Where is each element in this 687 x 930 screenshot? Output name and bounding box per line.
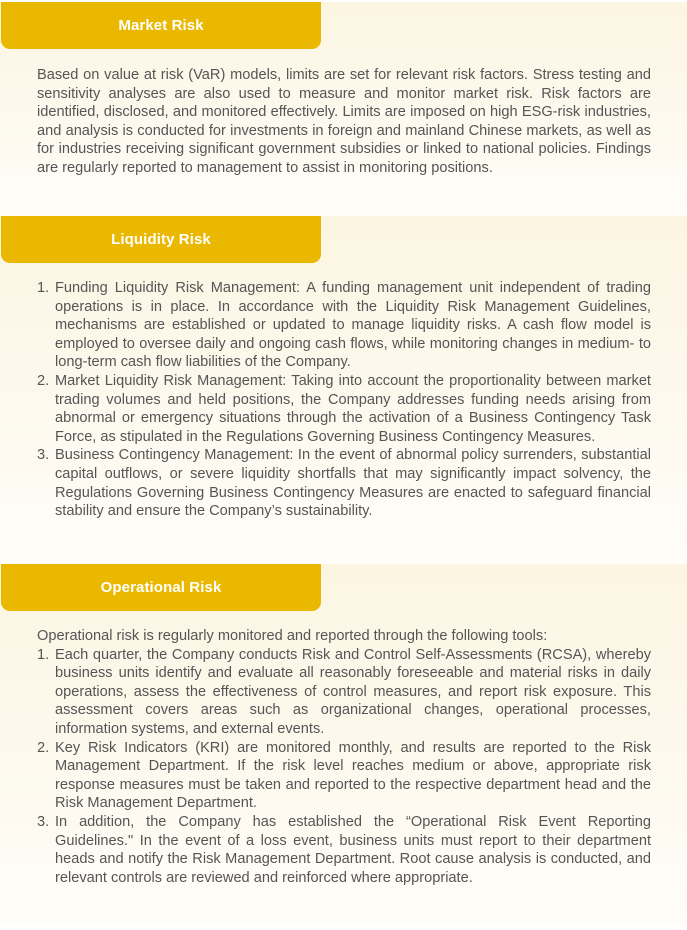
operational-risk-title: Operational Risk xyxy=(100,579,222,596)
operational-risk-heading xyxy=(1,564,321,611)
list-item-text: Market Liquidity Risk Management: Taking into account the proportionality between market trading volumes and held positions, the Company addresses funding needs arising from abnormal or emergency situations through the activation of a Business Contingency Task Force, as stipulated in the Regulations Governing Business Contingency Measures. xyxy=(55,372,651,445)
market-risk-paragraph: Based on value at risk (VaR) models, limits are set for relevant risk factors. Stress testing and sensitivity analyses are also used to measure and monitor market risk. Risk factors are identified, disclosed, and monitored effectively. Limits are imposed on high ESG-risk industries, and analysis is conducted for investments in foreign and mainland Chinese markets, as well as for industries receiving significant government subsidies or linked to national policies. Findings are regularly reported to management to assist in monitoring positions. xyxy=(37,67,651,176)
operational-risk-intro: Operational risk is regularly monitored and reported through the following tools: xyxy=(37,628,548,644)
list-item xyxy=(37,739,651,813)
liquidity-risk-title: Liquidity Risk xyxy=(111,231,211,248)
liquidity-risk-body xyxy=(37,279,651,521)
list-item-number: 1. xyxy=(37,280,50,296)
liquidity-risk-heading xyxy=(1,216,321,263)
list-item-text: Key Risk Indicators (KRI) are monitored monthly, and results are reported to the Risk Management Department. If the risk level reaches medium or above, appropriate risk response measures must be taken and reported to the respective department head and the Risk Management Department. xyxy=(55,739,651,812)
market-risk-title: Market Risk xyxy=(118,17,204,34)
list-item-text: Business Contingency Management: In the event of abnormal policy surrenders, substantial capital outflows, or severe liquidity shortfalls that may significantly impact solvency, the Regulations Governing Business Contingency Measures are enacted to safeguard financial stability and ensure the Company’s sustainability. xyxy=(55,447,651,520)
list-item-number: 2. xyxy=(37,372,50,389)
liquidity-risk-section xyxy=(0,216,687,564)
list-item xyxy=(37,372,651,446)
list-item-number: 3. xyxy=(37,813,50,830)
list-item-number: 3. xyxy=(37,447,50,464)
market-risk-section xyxy=(0,2,687,216)
market-risk-heading xyxy=(1,2,321,49)
list-item-text: In addition, the Company has established the “Operational Risk Event Reporting Guidelines." In the event of a loss event, business units must report to their department heads and notify the Risk Management Department. Root cause analysis is conducted, and relevant controls are reviewed and reinforced where appropriate. xyxy=(55,813,651,886)
list-item-text: Each quarter, the Company conducts Risk and Control Self-Assessments (RCSA), whereby business units identify and evaluate all reasonably foreseeable and material risks in daily operations, assess the effectiveness of control measures, and report risk exposure. This assessment covers areas such as organizational changes, operational processes, information systems, and external events. xyxy=(55,646,651,737)
liquidity-risk-list xyxy=(37,279,651,521)
operational-risk-body xyxy=(37,627,651,887)
list-item xyxy=(37,646,651,739)
list-item-text: Funding Liquidity Risk Management: A funding management unit independent of trading operations is in place. In accordance with the Liquidity Risk Management Guidelines, mechanisms are established or updated to manage liquidity risks. A cash flow model is employed to oversee daily and ongoing cash flows, while monitoring changes in medium- to long-term cash flow liabilities of the Company. xyxy=(55,280,651,371)
list-item-number: 2. xyxy=(37,739,50,756)
list-item xyxy=(37,813,651,887)
operational-risk-section xyxy=(0,564,687,926)
list-item xyxy=(37,279,651,372)
market-risk-body xyxy=(37,66,651,178)
list-item xyxy=(37,446,651,520)
operational-risk-list xyxy=(37,646,651,888)
list-item-number: 1. xyxy=(37,646,50,663)
